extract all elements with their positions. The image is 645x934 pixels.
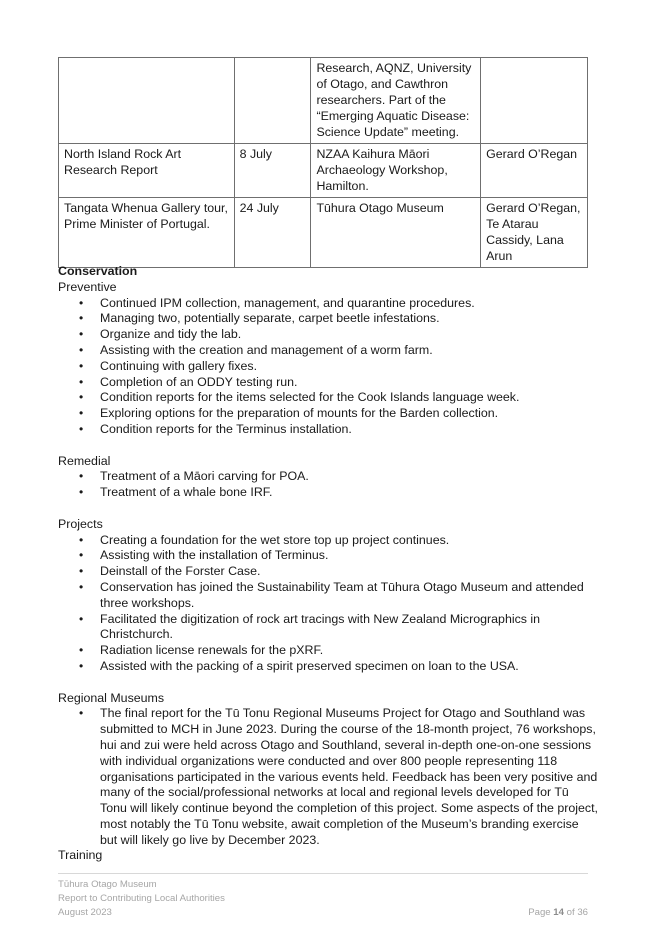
list-item xyxy=(58,643,598,659)
bullet-icon: • xyxy=(79,327,84,342)
bullet-icon: • xyxy=(79,485,84,500)
bullet-list xyxy=(58,296,598,438)
bullet-list xyxy=(58,706,598,848)
subsection-label: Remedial xyxy=(58,453,111,468)
list-item-text: Treatment of a whale bone IRF. xyxy=(100,485,273,500)
footer-date: August 2023 xyxy=(58,907,112,918)
venue-cell: Tūhura Otago Museum xyxy=(311,198,481,268)
list-item xyxy=(58,375,598,391)
list-item-text: Deinstall of the Forster Case. xyxy=(100,564,261,579)
conservation-section xyxy=(58,264,598,864)
bullet-icon: • xyxy=(79,358,84,373)
table-row xyxy=(59,58,588,144)
subsection-label: Regional Museums xyxy=(58,690,165,705)
section-heading: Conservation xyxy=(58,264,138,278)
bullet-list xyxy=(58,533,598,675)
bullet-icon: • xyxy=(79,342,84,357)
list-item xyxy=(58,564,598,580)
bullet-icon: • xyxy=(79,611,84,626)
date-cell: 24 July xyxy=(234,198,311,268)
list-item-text: Completion of an ODDY testing run. xyxy=(100,374,298,389)
staff-cell: Gerard O’Regan, Te Atarau Cassidy, Lana Arun xyxy=(481,198,588,268)
bullet-icon: • xyxy=(79,311,84,326)
list-item-text: Treatment of a Māori carving for POA. xyxy=(100,469,309,484)
list-item-text: Conservation has joined the Sustainability Team at Tūhura Otago Museum and attended three workshops. xyxy=(100,579,584,610)
subsection-label: Projects xyxy=(58,516,103,531)
table-row xyxy=(59,144,588,198)
list-item xyxy=(58,390,598,406)
bullet-icon: • xyxy=(79,390,84,405)
page-total: 36 xyxy=(577,907,588,918)
list-item-text: Condition reports for the items selected for the Cook Islands language week. xyxy=(100,390,520,405)
date-cell: 8 July xyxy=(234,144,311,198)
bullet-icon: • xyxy=(79,706,84,721)
bullet-icon: • xyxy=(79,295,84,310)
list-item-text: Condition reports for the Terminus installation. xyxy=(100,421,352,436)
list-item xyxy=(58,343,598,359)
event-cell: North Island Rock Art Research Report xyxy=(59,144,235,198)
event-cell xyxy=(59,58,235,144)
page-number xyxy=(528,906,588,920)
page-of: of xyxy=(566,907,575,918)
page-current: 14 xyxy=(553,907,564,918)
staff-cell: Gerard O’Regan xyxy=(481,144,588,198)
bullet-icon: • xyxy=(79,469,84,484)
events-table xyxy=(58,57,588,268)
table-row xyxy=(59,198,588,268)
list-item-text: The final report for the Tū Tonu Regional Museums Project for Otago and Southland was submitted to MCH in June 2023. During the course of the 18-month project, 76 workshops, hui and zui were held across Otago and Southland, several in-depth one-on-one sessions with individual organizations were conducted and over 800 people representing 118 organisations participated in the various events held. Feedback has been very positive and many of the social/professional networks at local and regional levels developed for Tū Tonu will likely continue beyond the completion of this project. Some aspects of the project, most notably the Tū Tonu website, await completion of the Museum’s branding exercise but will likely go live by December 2023. xyxy=(100,706,598,847)
date-cell xyxy=(234,58,311,144)
list-item xyxy=(58,533,598,549)
bullet-icon: • xyxy=(79,579,84,594)
list-item xyxy=(58,296,598,312)
bullet-icon: • xyxy=(79,643,84,658)
list-item xyxy=(58,548,598,564)
page-footer xyxy=(58,873,588,920)
list-item xyxy=(58,485,598,501)
footer-org: Tūhura Otago Museum xyxy=(58,879,157,890)
list-item-text: Assisting with the installation of Terminus. xyxy=(100,548,329,563)
list-item-text: Creating a foundation for the wet store top up project continues. xyxy=(100,532,450,547)
bullet-icon: • xyxy=(79,374,84,389)
subsection-label: Preventive xyxy=(58,279,117,294)
list-item xyxy=(58,359,598,375)
list-item xyxy=(58,327,598,343)
list-item-text: Continuing with gallery fixes. xyxy=(100,358,258,373)
event-cell: Tangata Whenua Gallery tour, Prime Minister of Portugal. xyxy=(59,198,235,268)
bullet-icon: • xyxy=(79,421,84,436)
list-item-text: Facilitated the digitization of rock art tracings with New Zealand Micrographics in Christchurch. xyxy=(100,611,541,642)
list-item xyxy=(58,422,598,438)
list-item xyxy=(58,311,598,327)
list-item-text: Assisting with the creation and management of a worm farm. xyxy=(100,342,433,357)
venue-cell: Research, AQNZ, University of Otago, and Cawthron researchers. Part of the “Emerging Aquatic Disease: Science Update” meeting. xyxy=(311,58,481,144)
list-item xyxy=(58,659,598,675)
list-item xyxy=(58,612,598,644)
footer-report-title: Report to Contributing Local Authorities xyxy=(58,893,225,904)
bullet-list xyxy=(58,469,598,501)
page-prefix: Page xyxy=(528,907,551,918)
bullet-icon: • xyxy=(79,548,84,563)
list-item-text: Radiation license renewals for the pXRF. xyxy=(100,643,324,658)
bullet-icon: • xyxy=(79,532,84,547)
bullet-icon: • xyxy=(79,406,84,421)
subsection-label: Training xyxy=(58,848,103,863)
bullet-icon: • xyxy=(79,564,84,579)
list-item-text: Assisted with the packing of a spirit preserved specimen on loan to the USA. xyxy=(100,658,519,673)
venue-cell: NZAA Kaihura Māori Archaeology Workshop, Hamilton. xyxy=(311,144,481,198)
list-item-text: Exploring options for the preparation of mounts for the Barden collection. xyxy=(100,406,499,421)
list-item xyxy=(58,706,598,848)
list-item-text: Managing two, potentially separate, carpet beetle infestations. xyxy=(100,311,440,326)
list-item xyxy=(58,580,598,612)
bullet-icon: • xyxy=(79,658,84,673)
staff-cell xyxy=(481,58,588,144)
list-item-text: Organize and tidy the lab. xyxy=(100,327,242,342)
list-item xyxy=(58,469,598,485)
list-item-text: Continued IPM collection, management, and quarantine procedures. xyxy=(100,295,475,310)
list-item xyxy=(58,406,598,422)
